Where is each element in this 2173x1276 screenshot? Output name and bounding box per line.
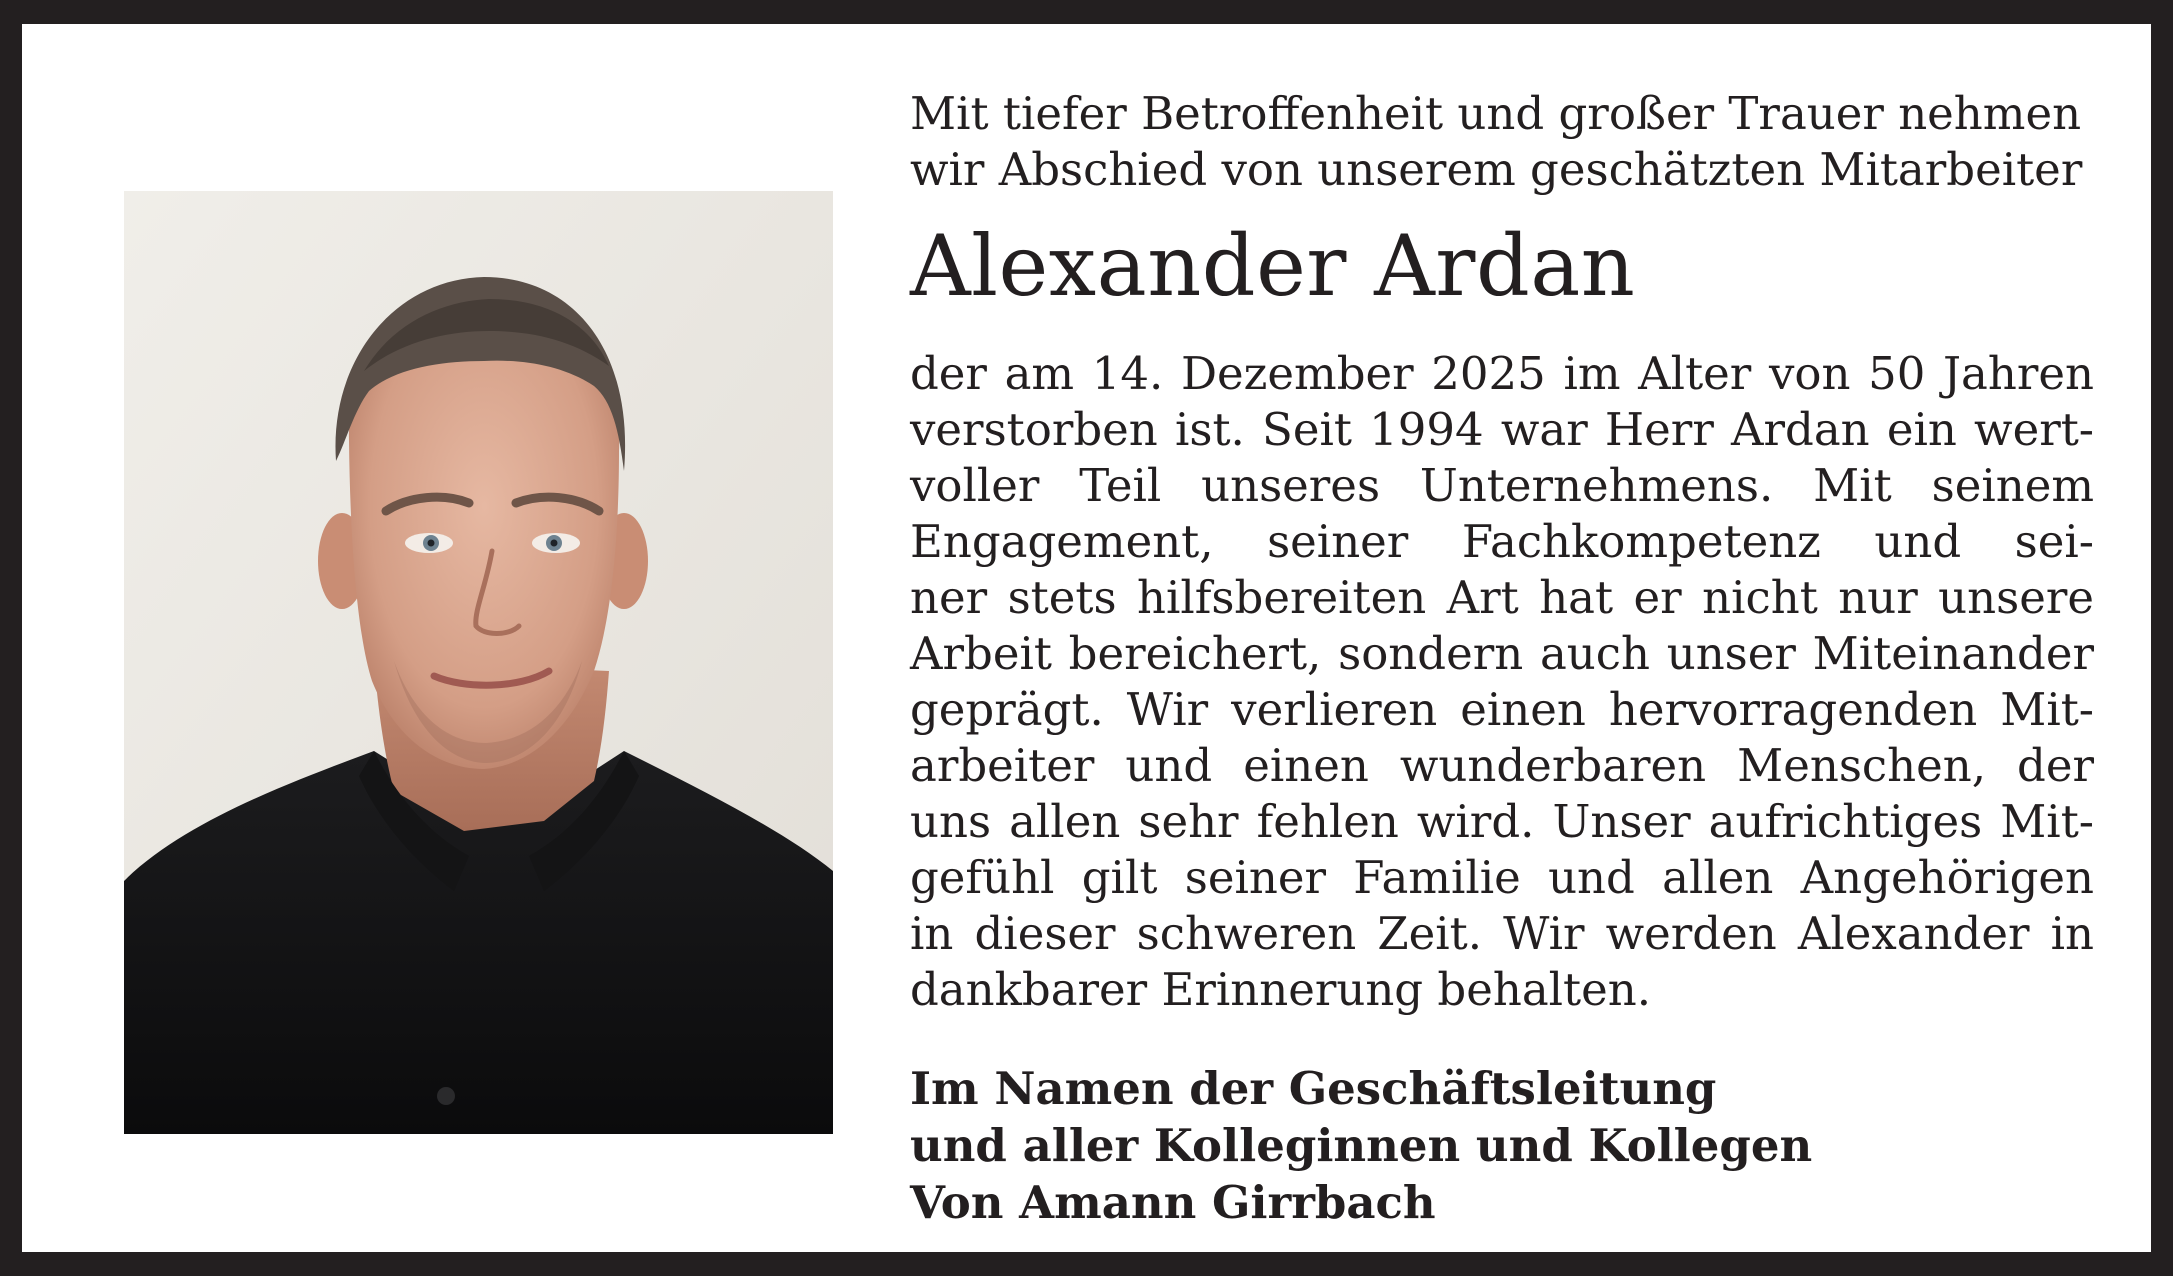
signature-line: Von Amann Girrbach [910, 1176, 1436, 1229]
body-line: gefühl gilt seiner Familie und allen Angehörigen [910, 851, 2094, 904]
body-line: verstorben ist. Seit 1994 war Herr Ardan ein wert- [910, 403, 2094, 456]
signature-block [910, 1060, 2094, 1231]
intro-line: wir Abschied von unserem geschätzten Mitarbeiter [910, 143, 2083, 196]
body-line: dankbarer Erinnerung behalten. [910, 963, 1652, 1016]
body-line: uns allen sehr fehlen wird. Unser aufrichtiges Mit- [910, 795, 2094, 848]
deceased-name: Alexander Ardan [910, 217, 1636, 315]
portrait-photo [124, 191, 833, 1134]
body-line: Engagement, seiner Fachkompetenz und sei- [910, 515, 2094, 568]
body-line: Arbeit bereichert, sondern auch unser Miteinander [910, 627, 2094, 680]
signature-line: und aller Kolleginnen und Kollegen [910, 1119, 1813, 1172]
obituary-text [910, 86, 2094, 1231]
intro-line: Mit tiefer Betroffenheit und großer Trauer nehmen [910, 87, 2082, 140]
body-line: arbeiter und einen wunderbaren Menschen, der [910, 739, 2094, 792]
intro-text [910, 86, 2094, 198]
body-text [910, 346, 2094, 1018]
body-line: geprägt. Wir verlieren einen hervorragenden Mit- [910, 683, 2094, 736]
body-line: der am 14. Dezember 2025 im Alter von 50 Jahren [910, 347, 2094, 400]
body-line: in dieser schweren Zeit. Wir werden Alexander in [910, 907, 2094, 960]
body-line: ner stets hilfsbereiten Art hat er nicht nur unsere [910, 571, 2094, 624]
signature-line: Im Namen der Geschäftsleitung [910, 1062, 1717, 1115]
body-line: voller Teil unseres Unternehmens. Mit seinem [910, 459, 2094, 512]
